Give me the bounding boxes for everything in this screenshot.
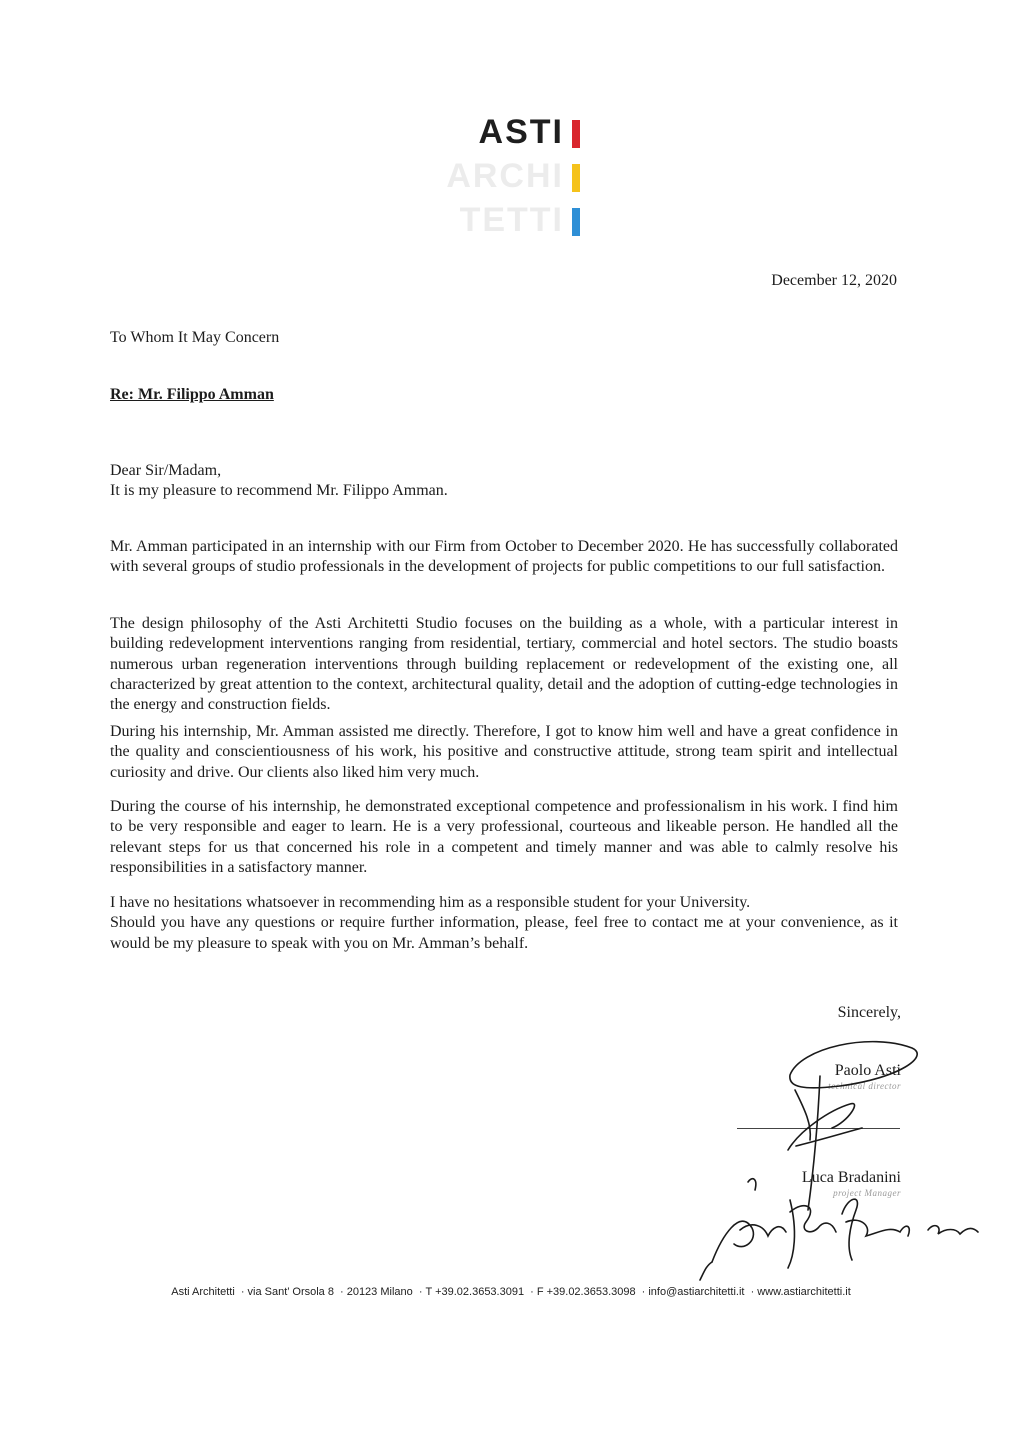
letter-greeting: Dear Sir/Madam,: [110, 462, 222, 479]
footer-fax: F +39.02.3653.3098: [536, 1286, 636, 1298]
sign-off: Sincerely,: [837, 1004, 901, 1021]
logo-bar-red: [572, 120, 580, 148]
signatory-role: project Manager: [833, 1188, 901, 1198]
closing-line: Should you have any questions or require further information, please, feel free to contact me at your convenience, as it would be my pleasure to speak with you on Mr. Amman’s behalf.: [110, 914, 898, 952]
footer-phone: T +39.02.3653.3091: [425, 1286, 525, 1298]
footer-website[interactable]: www.astiarchitetti.it: [757, 1286, 851, 1298]
logo-word-asti: ASTI: [478, 113, 564, 151]
letter-paragraph: The design philosophy of the Asti Architetti Studio focuses on the building as a whole, with a particular interest in building redevelopment interventions ranging from residential, tertiary, commercial and hotel sectors. The studio boasts numerous urban regeneration interventions through building replacement or redevelopment of the existing one, all characterized by great attention to the context, architectural quality, detail and the adoption of cutting-edge technologies in the energy and construction fields.: [110, 615, 898, 714]
letter-date: December 12, 2020: [771, 272, 897, 289]
letter-paragraph: During his internship, Mr. Amman assisted me directly. Therefore, I got to know him well and have a great confidence in the quality and conscientiousness of his work, his positive and constructive attitude, strong team spirit and intellectual curiosity and drive. Our clients also liked him very much.: [110, 723, 898, 781]
letter-paragraph: Mr. Amman participated in an internship with our Firm from October to December 2020. He has successfully collaborated with several groups of studio professionals in the development of projects for public competitions to our full satisfaction.: [110, 538, 898, 576]
closing-line: I have no hesitations whatsoever in recommending him as a responsible student for your University.: [110, 894, 751, 911]
letter-greeting-block: [110, 461, 448, 501]
logo-bar-yellow: [572, 164, 580, 192]
letter-addressee: To Whom It May Concern: [110, 329, 280, 346]
logo-word-archi: ARCHI: [446, 157, 564, 195]
letterhead-footer: Asti Architetti · via Sant’ Orsola 8 · 20123 Milano · T +39.02.3653.3091 · F +39.02.3653.3098 · info@astiarchitetti.it · www.astiarchitetti.it: [171, 1286, 851, 1298]
letter-paragraph: During the course of his internship, he demonstrated exceptional competence and professionalism in his work. I find him to be very responsible and eager to learn. He is a very professional, courteous and likeable person. He handled all the relevant steps for us that concerned his role in a competent and timely manner and was able to calmly resolve his responsibilities in a satisfactory manner.: [110, 798, 898, 876]
letter-subject: Re: Mr. Filippo Amman: [110, 386, 274, 403]
signatory-name: Luca Bradanini: [801, 1169, 901, 1186]
footer-city: 20123 Milano: [346, 1286, 413, 1298]
signatory-name: Paolo Asti: [834, 1062, 901, 1079]
letter-closing: [110, 893, 898, 954]
logo-bar-blue: [572, 208, 580, 236]
signatory-block: [802, 1168, 901, 1198]
signature-divider: [737, 1128, 900, 1129]
footer-company: Asti Architetti: [171, 1286, 235, 1298]
footer-address: via Sant’ Orsola 8: [247, 1286, 334, 1298]
signatory-block: [828, 1061, 901, 1091]
company-logo: [440, 112, 580, 244]
footer-email[interactable]: info@astiarchitetti.it: [648, 1286, 745, 1298]
logo-word-tetti: TETTI: [459, 201, 564, 239]
signatory-role: technical director: [828, 1081, 901, 1091]
letter-intro: It is my pleasure to recommend Mr. Filippo Amman.: [110, 482, 448, 499]
